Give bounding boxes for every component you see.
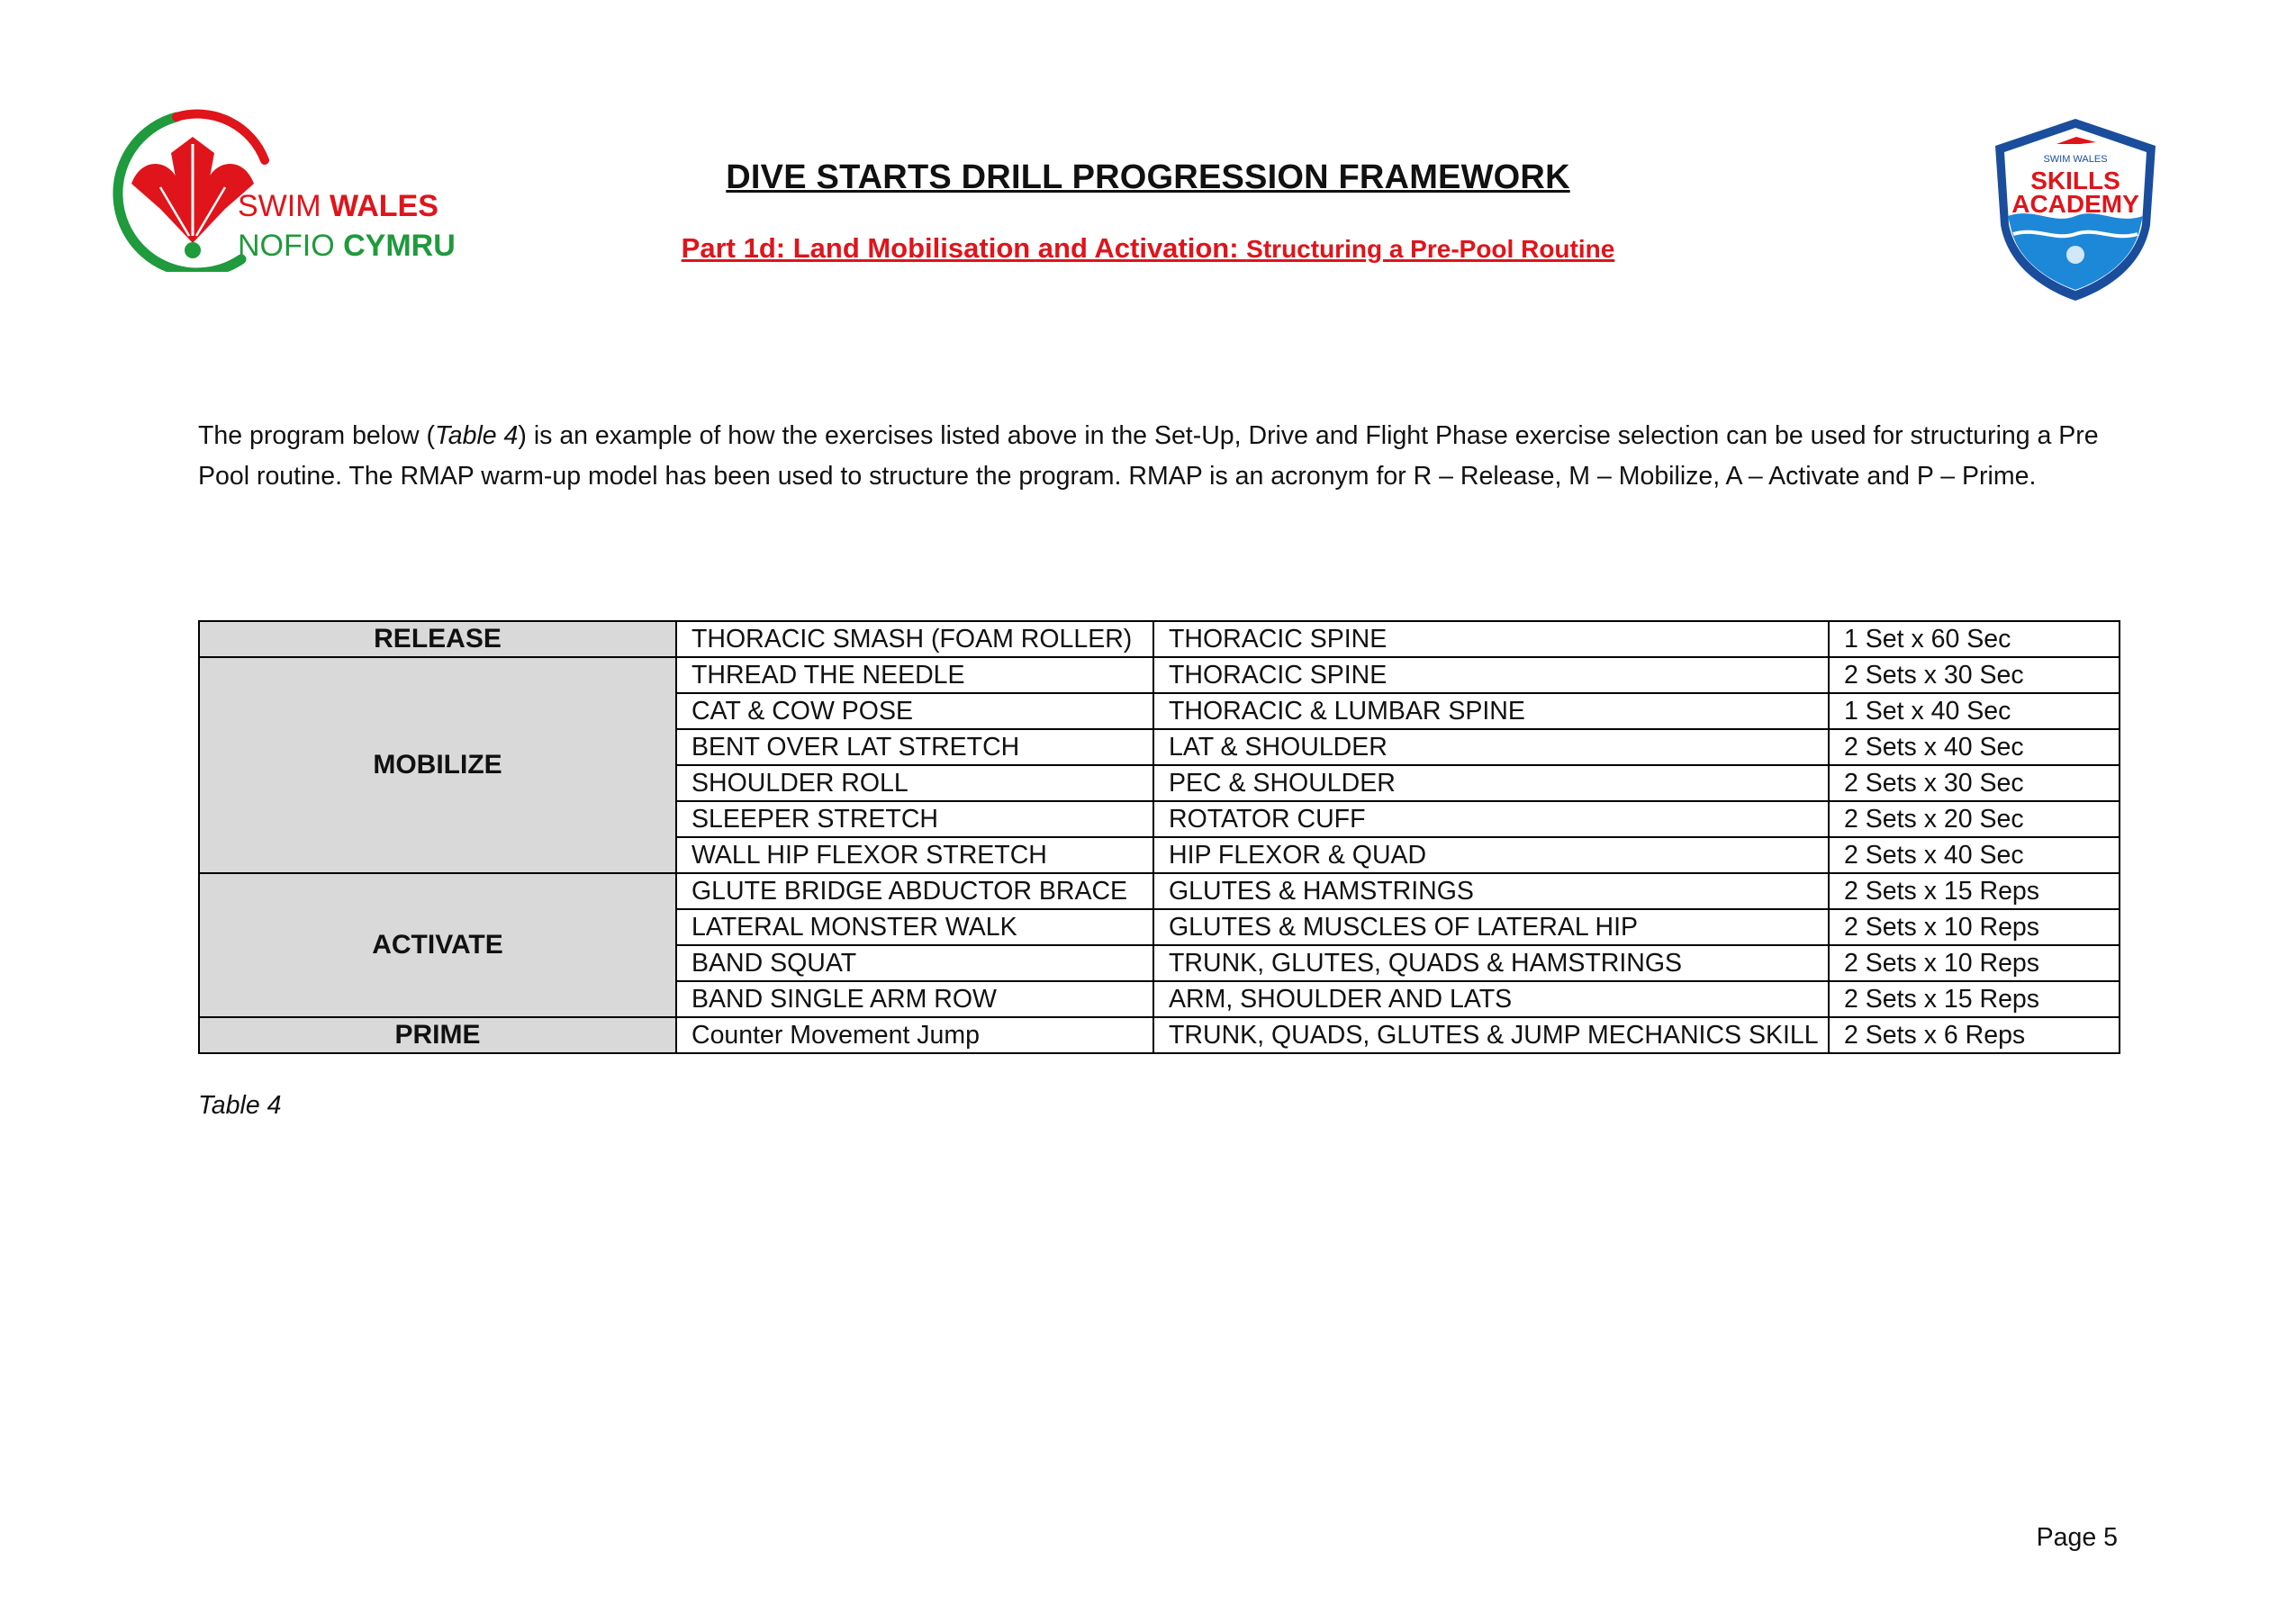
svg-text:NOFIO CYMRU: NOFIO CYMRU: [238, 229, 456, 263]
subtitle-detail: Structuring a Pre-Pool Routine: [1246, 235, 1615, 263]
exercise-cell: THORACIC SMASH (FOAM ROLLER): [676, 621, 1153, 657]
page-title: DIVE STARTS DRILL PROGRESSION FRAMEWORK: [726, 158, 1570, 196]
target-cell: HIP FLEXOR & QUAD: [1153, 837, 1829, 873]
svg-text:SWIM WALES: SWIM WALES: [2043, 154, 2108, 165]
exercise-cell: SHOULDER ROLL: [676, 765, 1153, 801]
dose-cell: 2 Sets x 15 Reps: [1829, 981, 2120, 1017]
dose-cell: 2 Sets x 20 Sec: [1829, 801, 2120, 837]
page-subtitle: [0, 232, 2296, 265]
target-cell: TRUNK, GLUTES, QUADS & HAMSTRINGS: [1153, 945, 1829, 981]
exercise-cell: Counter Movement Jump: [676, 1017, 1153, 1053]
rmap-routine-table: [198, 620, 2120, 1054]
exercise-cell: BAND SINGLE ARM ROW: [676, 981, 1153, 1017]
dose-cell: 2 Sets x 15 Reps: [1829, 873, 2120, 909]
table-row: [199, 873, 2120, 909]
table-caption: Table 4: [198, 1091, 282, 1120]
dose-cell: 2 Sets x 6 Reps: [1829, 1017, 2120, 1053]
dose-cell: 2 Sets x 30 Sec: [1829, 765, 2120, 801]
target-cell: GLUTES & MUSCLES OF LATERAL HIP: [1153, 909, 1829, 945]
dose-cell: 2 Sets x 40 Sec: [1829, 837, 2120, 873]
target-cell: ARM, SHOULDER AND LATS: [1153, 981, 1829, 1017]
phase-cell-activate: ACTIVATE: [199, 873, 676, 1017]
target-cell: LAT & SHOULDER: [1153, 729, 1829, 765]
dose-cell: 2 Sets x 40 Sec: [1829, 729, 2120, 765]
exercise-cell: BENT OVER LAT STRETCH: [676, 729, 1153, 765]
table-row: [199, 657, 2120, 693]
skills-academy-badge: [1990, 115, 2161, 304]
phase-cell-release: RELEASE: [199, 621, 676, 657]
exercise-cell: THREAD THE NEEDLE: [676, 657, 1153, 693]
page-number: Page 5: [2036, 1523, 2118, 1552]
target-cell: THORACIC SPINE: [1153, 621, 1829, 657]
dose-cell: 2 Sets x 30 Sec: [1829, 657, 2120, 693]
svg-text:ACADEMY: ACADEMY: [2011, 190, 2139, 218]
target-cell: THORACIC SPINE: [1153, 657, 1829, 693]
svg-text:SWIM WALES: SWIM WALES: [238, 189, 438, 223]
exercise-cell: GLUTE BRIDGE ABDUCTOR BRACE: [676, 873, 1153, 909]
dose-cell: 1 Set x 60 Sec: [1829, 621, 2120, 657]
dose-cell: 2 Sets x 10 Reps: [1829, 909, 2120, 945]
intro-paragraph: The program below (Table 4) is an example of how the exercises listed above in the Set-Up, Drive and Flight Phase exercise selection can be used for structuring a Pre Pool routine. The RMAP warm-up model has been used to structure the program. RMAP is an acronym for R – Release, M – Mobilize, A – Activate and P – Prime.: [198, 421, 2099, 491]
phase-cell-mobilize: MOBILIZE: [199, 657, 676, 873]
dose-cell: 2 Sets x 10 Reps: [1829, 945, 2120, 981]
exercise-cell: CAT & COW POSE: [676, 693, 1153, 729]
table-row: [199, 1017, 2120, 1053]
exercise-cell: LATERAL MONSTER WALK: [676, 909, 1153, 945]
dose-cell: 1 Set x 40 Sec: [1829, 693, 2120, 729]
table-row: [199, 621, 2120, 657]
phase-cell-prime: PRIME: [199, 1017, 676, 1053]
svg-text:SKILLS: SKILLS: [2030, 167, 2120, 194]
target-cell: PEC & SHOULDER: [1153, 765, 1829, 801]
target-cell: GLUTES & HAMSTRINGS: [1153, 873, 1829, 909]
target-cell: THORACIC & LUMBAR SPINE: [1153, 693, 1829, 729]
table-reference: Table 4: [434, 421, 519, 450]
exercise-cell: BAND SQUAT: [676, 945, 1153, 981]
target-cell: ROTATOR CUFF: [1153, 801, 1829, 837]
exercise-cell: WALL HIP FLEXOR STRETCH: [676, 837, 1153, 873]
exercise-cell: SLEEPER STRETCH: [676, 801, 1153, 837]
subtitle-main: Part 1d: Land Mobilisation and Activation:: [681, 232, 1247, 264]
target-cell: TRUNK, QUADS, GLUTES & JUMP MECHANICS SKILL: [1153, 1017, 1829, 1053]
